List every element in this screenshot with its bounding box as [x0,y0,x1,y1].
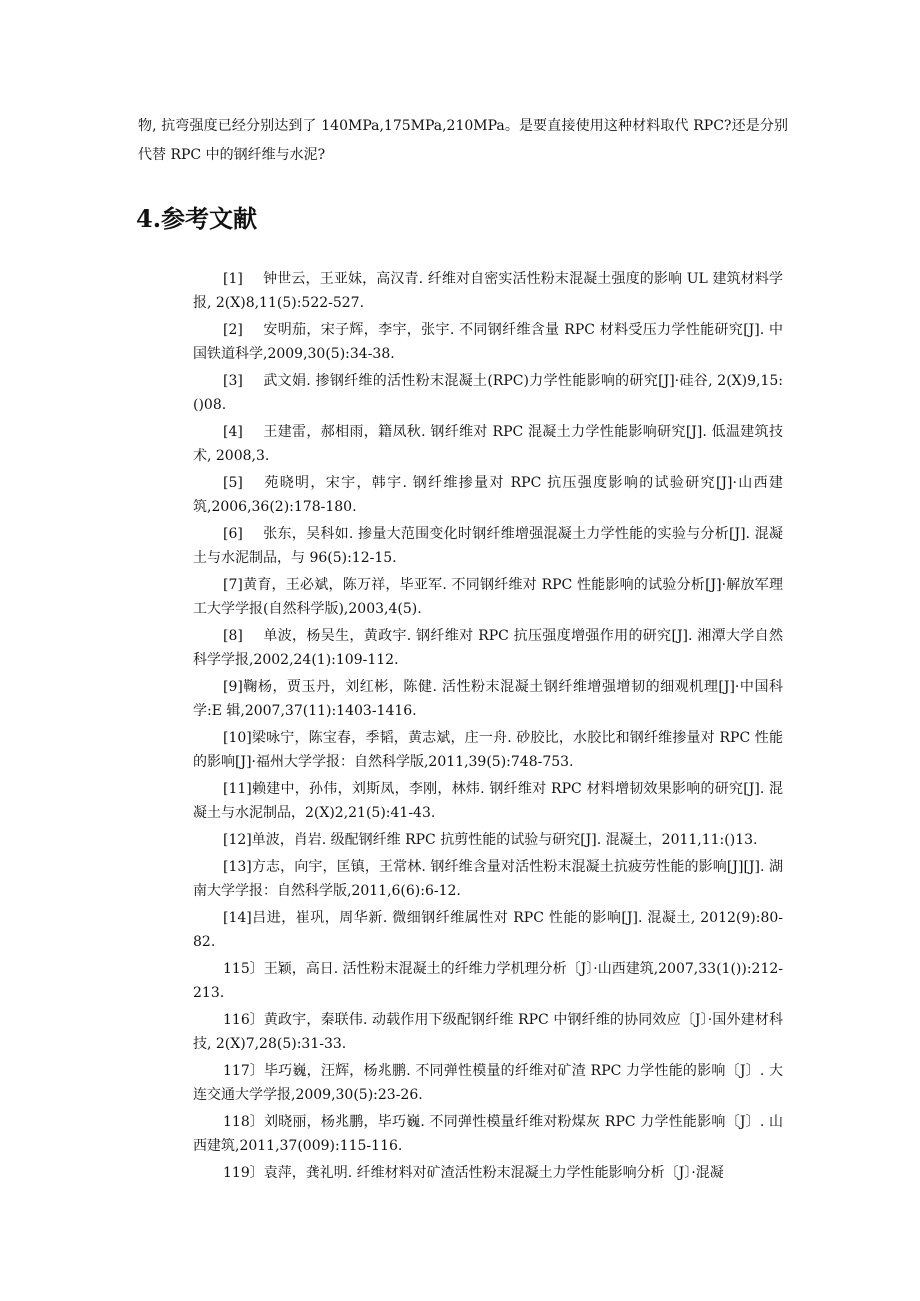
reference-item [193,777,783,825]
reference-item [193,522,783,570]
reference-item [193,957,783,1005]
reference-item [193,318,783,366]
reference-item [193,267,783,315]
reference-item [193,471,783,519]
reference-text: 王建雷，郝相雨，籍凤秋. 钢纤维对 RPC 混凝土力学性能影响研究[J]. 低温建筑技术, 2008,3. [193,424,783,464]
reference-number: [8] [223,628,243,644]
reference-item [193,1059,783,1107]
reference-item [193,906,783,954]
reference-number: 115〕 [223,961,264,977]
reference-text: 吕进，崔巩，周华新. 微细钢纤维属性对 RPC 性能的影响[J]. 混凝土, 2012(9):80-82. [193,910,783,950]
reference-number: 117〕 [223,1063,264,1079]
reference-number: [1] [223,271,243,287]
reference-item [193,369,783,417]
reference-text: 安明茄，宋子辉，李宇，张宇. 不同钢纤维含量 RPC 材料受压力学性能研究[J]. 中国铁道科学,2009,30(5):34-38. [193,322,783,362]
reference-number: [6] [223,526,243,542]
reference-text: 梁咏宁，陈宝春，季韬，黄志斌，庄一舟. 砂胶比，水胶比和钢纤维掺量对 RPC 性能的影响[J]·福州大学学报：自然科学版,2011,39(5):748-753. [193,730,783,770]
reference-item [193,855,783,903]
reference-number: [12] [223,832,252,848]
reference-number: [14] [223,910,252,926]
reference-text: 毕巧巍，汪辉，杨兆鹏. 不同弹性模量的纤维对矿渣 RPC 力学性能的影响〔J〕. 大连交通大学学报,2009,30(5):23-26. [193,1063,783,1103]
reference-text: 钟世云，王亚妹，高汉青. 纤维对自密实活性粉末混凝土强度的影响 UL 建筑材料学报, 2(X)8,11(5):522-527. [193,271,783,311]
reference-text: 刘晓丽，杨兆鹏，毕巧巍. 不同弹性模量纤维对粉煤灰 RPC 力学性能影响〔J〕. 山西建筑,2011,37(009):115-116. [193,1114,783,1154]
reference-text: 单波，肖岩. 级配钢纤维 RPC 抗剪性能的试验与研究[J]. 混凝土，2011,11:()13. [251,832,758,848]
reference-item [193,420,783,468]
reference-number: [2] [223,322,243,338]
reference-number: [4] [223,424,243,440]
reference-number: [5] [223,475,243,491]
reference-text: 武文娟. 掺钢纤维的活性粉末混凝土(RPC)力学性能影响的研究[J]·硅谷, 2(X)9,15:()08. [193,373,783,413]
reference-text: 袁萍，龚礼明. 纤维材料对矿渣活性粉末混凝土力学性能影响分析〔J〕·混凝 [263,1165,724,1181]
reference-text: 黄政宇，秦联伟. 动载作用下级配钢纤维 RPC 中钢纤维的协同效应〔J〕·国外建材科技, 2(X)7,28(5):31-33. [193,1012,783,1052]
reference-item [193,573,783,621]
reference-text: 黄育，王必斌，陈万祥，毕亚军. 不同钢纤维对 RPC 性能影响的试验分析[J]·解放军理工大学学报(自然科学版),2003,4(5). [193,577,783,617]
reference-item [193,726,783,774]
reference-list [193,267,783,1188]
section-heading: 4.参考文献 [136,204,258,233]
reference-number: 118〕 [223,1114,264,1130]
reference-item [193,675,783,723]
reference-text: 王颖，高日. 活性粉末混凝土的纤维力学机理分析〔J〕·山西建筑,2007,33(1()):212-213. [193,961,783,1001]
reference-number: [3] [223,373,243,389]
reference-item [193,1161,783,1185]
reference-text: 鞠杨，贾玉丹，刘红彬，陈健. 活性粉末混凝土钢纤维增强增韧的细观机理[J]·中国科学:E 辑,2007,37(11):1403-1416. [193,679,783,719]
reference-number: [9] [223,679,243,695]
reference-item [193,1008,783,1056]
reference-item [193,828,783,852]
reference-text: 单波，杨吴生，黄政宇. 钢纤维对 RPC 抗压强度增强作用的研究[J]. 湘潭大学自然科学学报,2002,24(1):109-112. [193,628,783,668]
reference-number: [10] [223,730,252,746]
reference-text: 苑晓明，宋宇，韩宇. 钢纤维掺量对 RPC 抗压强度影响的试验研究[J]·山西建筑,2006,36(2):178-180. [193,475,783,515]
reference-number: 119〕 [223,1165,264,1181]
reference-text: 张东，吴科如. 掺量大范围变化时钢纤维增强混凝土力学性能的实验与分析[J]. 混凝土与水泥制品，与 96(5):12-15. [193,526,783,566]
reference-text: 赖建中，孙伟，刘斯凤，李刚，林炜. 钢纤维对 RPC 材料增韧效果影响的研究[J]. 混凝土与水泥制品，2(X)2,21(5):41-43. [193,781,783,821]
reference-number: [11] [223,781,252,797]
reference-item [193,1110,783,1158]
reference-number: 116〕 [223,1012,264,1028]
reference-text: 方志，向宇，匡镇，王常林. 钢纤维含量对活性粉末混凝土抗疲劳性能的影响[J][J]. 湖南大学学报：自然科学版,2011,6(6):6-12. [193,859,783,899]
reference-item [193,624,783,672]
intro-paragraph: 物, 抗弯强度已经分别达到了 140MPa,175MPa,210MPa。是要直接使用这种材料取代 RPC?还是分别代替 RPC 中的钢纤维与水泥? [138,118,788,163]
reference-number: [7] [223,577,243,593]
reference-number: [13] [223,859,252,875]
